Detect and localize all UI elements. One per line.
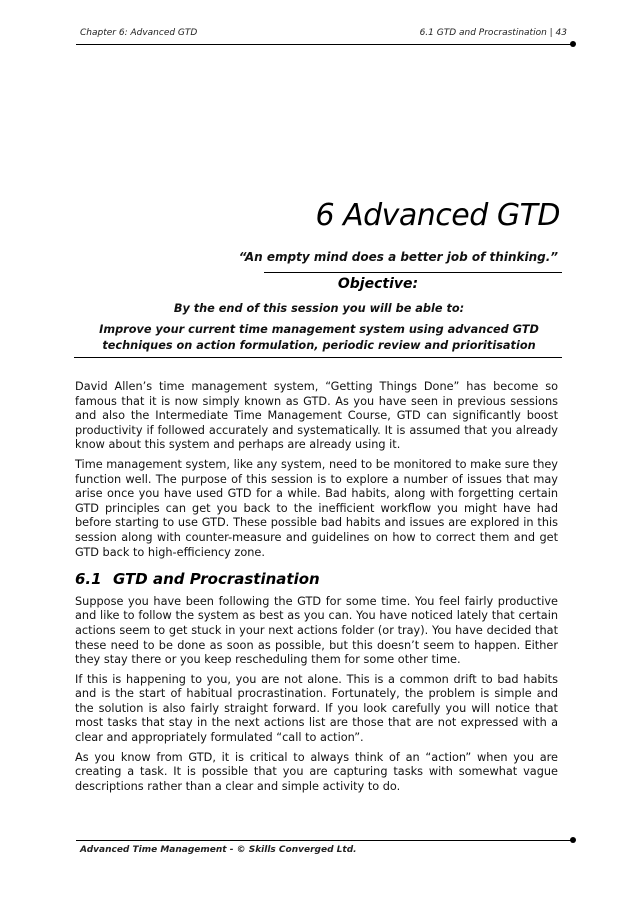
objective-bottom-rule	[74, 357, 562, 358]
footer-rule-dot-icon	[570, 837, 576, 843]
chapter-epigraph: “An empty mind does a better job of thinking.”	[238, 250, 558, 264]
header-rule	[76, 44, 573, 45]
header-rule-dot-icon	[570, 41, 576, 47]
objective-body: Improve your current time management system using advanced GTD techniques on action formulation, periodic review and prioritisation	[99, 323, 539, 352]
objective-heading: Objective:	[337, 276, 419, 292]
section-heading	[75, 572, 558, 587]
section-paragraph: Suppose you have been following the GTD for some time. You feel fairly productive and like to follow the system as best as you can. You have noticed lately that certain actions seem to get stuck in your next actions folder (or tray). You have decided that these need to be done as soon as possible, but this doesn’t seem to happen. Either they stay there or you keep rescheduling them for some other time.	[75, 594, 558, 667]
objective-intro: By the end of this session you will be able to:	[173, 302, 465, 315]
intro-paragraph: Time management system, like any system, need to be monitored to make sure they function well. The purpose of this session is to explore a number of issues that may arise once you have used GTD for a while. Bad habits, along with forgetting certain GTD principles can get you back to the inefficient workflow you might have had before starting to use GTD. These possible bad habits and issues are explored in this session along with counter-measure and guidelines on how to correct them and get GTD back to high-efficiency zone.	[75, 457, 558, 559]
section-number: 6.1	[75, 570, 102, 589]
section-title: GTD and Procrastination	[113, 570, 320, 589]
running-header-chapter: Chapter 6: Advanced GTD	[80, 28, 198, 38]
running-header-section-page: 6.1 GTD and Procrastination | 43	[419, 28, 567, 38]
objective-top-rule	[264, 272, 562, 273]
footer-rule	[76, 840, 573, 841]
footer-copyright: Advanced Time Management - © Skills Converged Ltd.	[80, 845, 357, 855]
body-content	[75, 380, 558, 799]
chapter-title: 6 Advanced GTD	[315, 198, 560, 233]
section-paragraph: As you know from GTD, it is critical to always think of an “action” when you are creating a task. It is possible that you are capturing tasks with somewhat vague descriptions rather than a clear and simple activity to do.	[75, 750, 558, 793]
section-paragraph: If this is happening to you, you are not alone. This is a common drift to bad habits and is the start of habitual procrastination. Fortunately, the problem is simple and the solution is also fairly straight forward. If you look carefully you will notice that most tasks that stay in the next actions list are those that are not expressed with a clear and appropriately formulated “call to action”.	[75, 672, 558, 745]
intro-paragraph: David Allen’s time management system, “Getting Things Done” has become so famous that it is now simply known as GTD. As you have seen in previous sessions and also the Intermediate Time Management Course, GTD can significantly boost productivity if followed accurately and systematically. It is assumed that you already know about this system and perhaps are already using it.	[75, 380, 558, 452]
